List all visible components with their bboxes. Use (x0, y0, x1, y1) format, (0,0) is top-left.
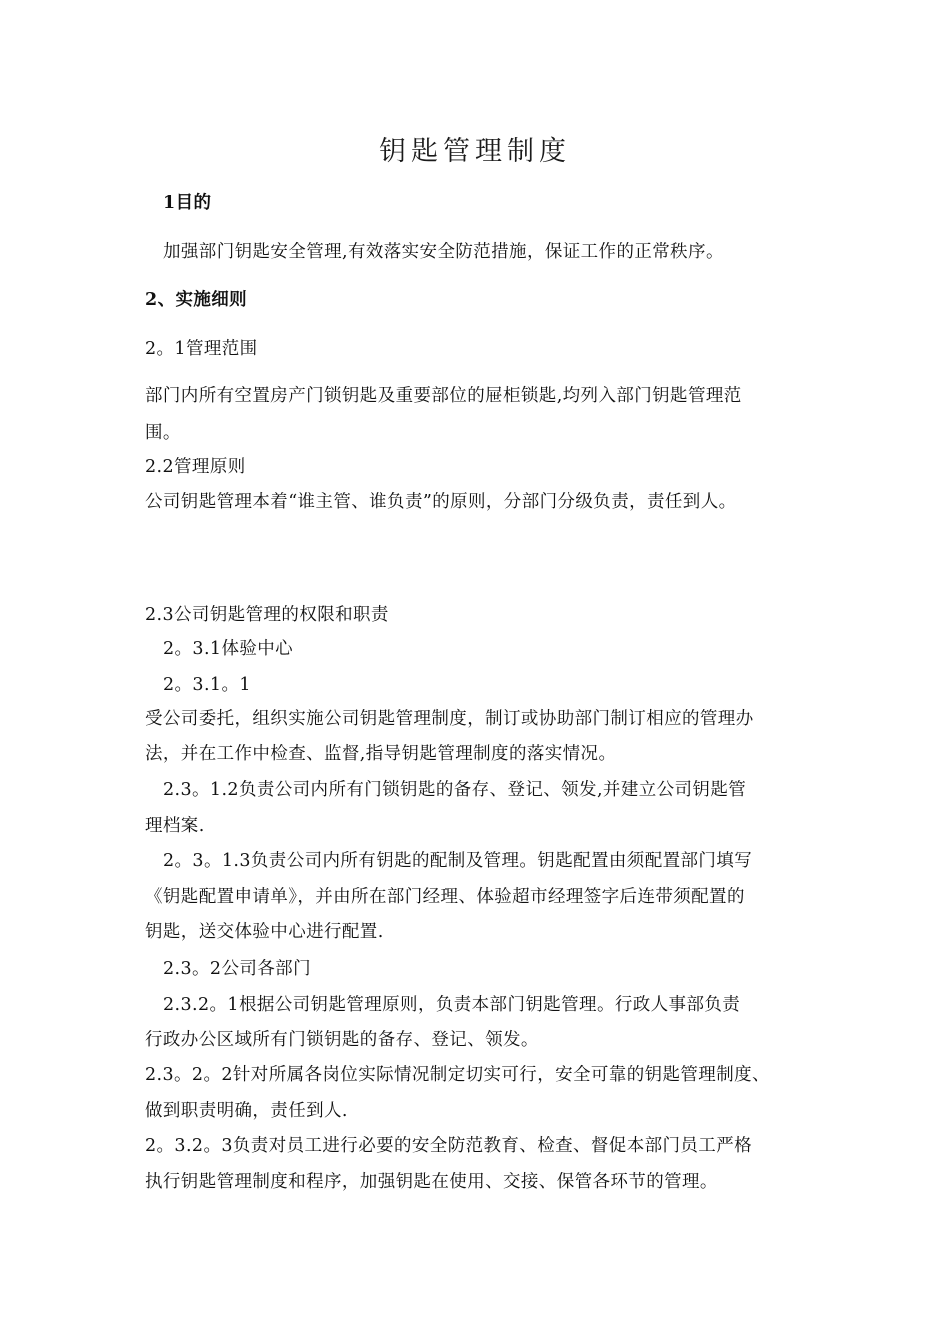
paragraph-2-3-1-3-line-1: 2。3。1.3负责公司内所有钥匙的配制及管理。钥匙配置由须配置部门填写 (163, 851, 753, 871)
paragraph-2-3-1-1-line-1: 受公司委托，组织实施公司钥匙管理制度，制订或协助部门制订相应的管理办 (145, 709, 754, 729)
subsection-heading-principle: 2.2管理原则 (145, 457, 246, 477)
paragraph-2-3-2-1-line-1: 2.3.2。1根据公司钥匙管理原则，负责本部门钥匙管理。行政人事部负责 (163, 995, 741, 1015)
subsection-heading-departments: 2.3。2公司各部门 (163, 959, 311, 979)
paragraph-2-3-2-3-line-2: 执行钥匙管理制度和程序，加强钥匙在使用、交接、保管各环节的管理。 (145, 1172, 718, 1192)
paragraph-2-3-2-3-line-1: 2。3.2。3负责对员工进行必要的安全防范教育、检查、督促本部门员工严格 (145, 1136, 752, 1156)
paragraph-2-3-2-2-line-2: 做到职责明确，责任到人. (145, 1101, 348, 1121)
paragraph-2-3-1-2-line-2: 理档案. (145, 816, 205, 836)
paragraph-2-3-1-2-line-1: 2.3。1.2负责公司内所有门锁钥匙的备存、登记、领发,并建立公司钥匙管 (163, 780, 747, 800)
paragraph-2-3-2-2-line-1: 2.3。2。2针对所属各岗位实际情况制定切实可行，安全可靠的钥匙管理制度、 (145, 1065, 770, 1085)
paragraph-principle: 公司钥匙管理本着“谁主管、谁负责”的原则，分部门分级负责，责任到人。 (145, 492, 737, 512)
paragraph-2-3-1-1-line-2: 法，并在工作中检查、监督,指导钥匙管理制度的落实情况。 (145, 744, 617, 764)
subsection-heading-scope: 2。1管理范围 (145, 339, 258, 359)
paragraph-purpose: 加强部门钥匙安全管理,有效落实安全防范措施，保证工作的正常秩序。 (163, 242, 724, 262)
section-heading-purpose: 1目的 (163, 193, 212, 213)
document-title: 钥匙管理制度 (379, 136, 571, 167)
subsection-heading-experience-center: 2。3.1体验中心 (163, 639, 294, 659)
paragraph-2-3-1-3-line-2: 《钥匙配置申请单》，并由所在部门经理、体验超市经理签字后连带须配置的 (145, 887, 745, 907)
paragraph-2-3-2-1-line-2: 行政办公区域所有门锁钥匙的备存、登记、领发。 (145, 1030, 539, 1050)
paragraph-scope-line-2: 围。 (145, 423, 181, 443)
paragraph-2-3-1-3-line-3: 钥匙，送交体验中心进行配置. (145, 922, 384, 942)
subsection-heading-authority: 2.3公司钥匙管理的权限和职责 (145, 605, 389, 625)
item-number-2-3-1-1: 2。3.1。1 (163, 675, 251, 695)
paragraph-scope-line-1: 部门内所有空置房产门锁钥匙及重要部位的屉柜锁匙,均列入部门钥匙管理范 (145, 386, 742, 406)
section-heading-details: 2、实施细则 (145, 290, 248, 310)
